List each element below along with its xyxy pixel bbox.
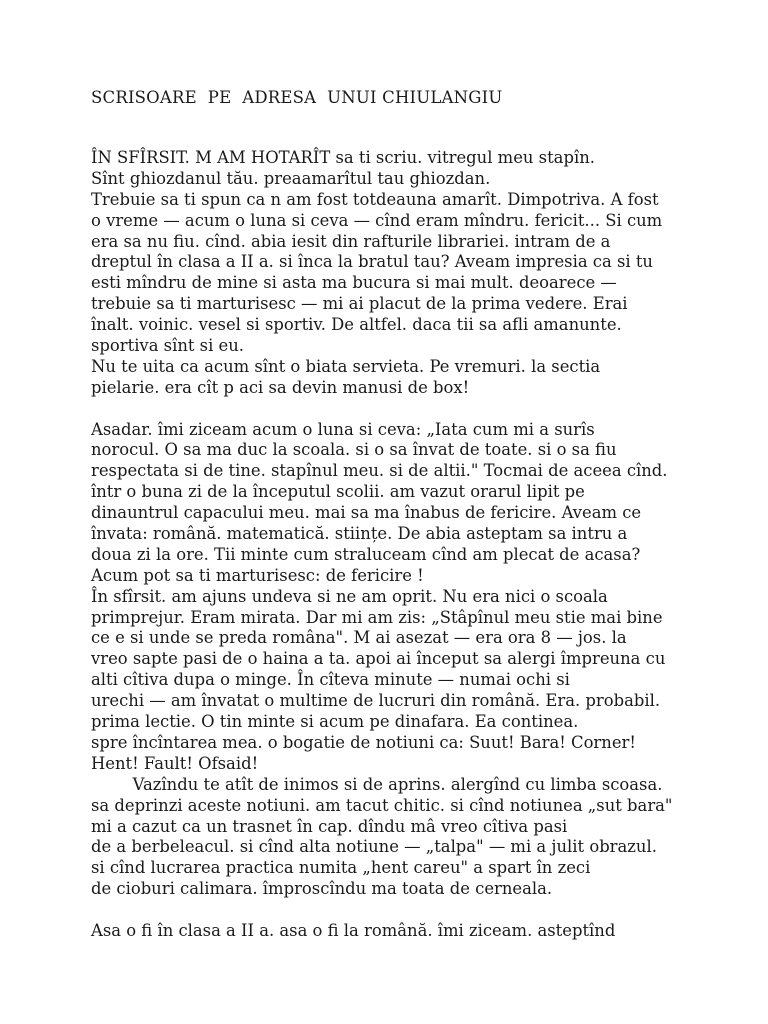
text-line: respectata si de tine. stapînul meu. si de altii." Tocmai de aceea cînd. [91, 461, 668, 481]
document-body [91, 148, 731, 942]
text-line: Asadar. îmi ziceam acum o luna si ceva: „Iata cum mi a surîs [91, 419, 595, 439]
text-line: primprejur. Eram mirata. Dar mi am zis: „Stâpînul meu stie mai bine [91, 607, 663, 627]
text-line: Hent! Fault! Ofsaid! [91, 753, 259, 773]
document-title: SCRISOARE PE ADRESA UNUI CHIULANGIU [91, 88, 503, 107]
text-line: Sînt ghiozdanul tău. preaamarîtul tau ghiozdan. [91, 168, 491, 188]
text-line: sportiva sînt si eu. [91, 336, 245, 356]
text-line: dinauntrul capacului meu. mai sa ma înabus de fericire. Aveam ce [91, 503, 642, 523]
text-line: era sa nu fiu. cînd. abia iesit din rafturile librariei. intram de a [91, 231, 611, 251]
text-line: ce e si unde se preda româna". M ai asezat — era ora 8 — jos. la [91, 628, 627, 648]
text-line: În sfîrsit. am ajuns undeva si ne am oprit. Nu era nici o scoala [91, 586, 608, 606]
text-line: ÎN SFÎRSIT. M AM HOTARÎT sa ti scriu. vitregul meu stapîn. [91, 148, 595, 167]
text-line: sa deprinzi aceste notiuni. am tacut chitic. si cînd notiunea „sut bara" [91, 795, 673, 815]
text-line: trebuie sa ti marturisesc — mi ai placut de la prima vedere. Erai [91, 294, 628, 314]
text-line: o vreme — acum o luna si ceva — cînd eram mîndru. fericit... Si cum [91, 210, 663, 230]
text-line: doua zi la ore. Tii minte cum straluceam cînd am plecat de acasa? [91, 544, 641, 564]
text-line: înalt. voinic. vesel si sportiv. De altfel. daca tii sa afli amanunte. [91, 315, 622, 335]
text-line: Acum pot sa ti marturisesc: de fericire ! [91, 565, 424, 585]
text-line: norocul. O sa ma duc la scoala. si o sa învat de toate. si o sa fiu [91, 440, 617, 460]
text-line: Asa o fi în clasa a II a. asa o fi la română. îmi ziceam. asteptînd [91, 920, 616, 940]
text-line: pielarie. era cît p aci sa devin manusi de box! [91, 377, 470, 397]
text-line: într o buna zi de la începutul scolii. am vazut orarul lipit pe [91, 482, 585, 502]
text-line: dreptul în clasa a II a. si înca la bratul tau? Aveam impresia ca si tu [91, 252, 653, 272]
text-line: Nu te uita ca acum sînt o biata servieta. Pe vremuri. la sectia [91, 356, 601, 376]
paragraph-gap [91, 900, 731, 921]
text-line: si cînd lucrarea practica numita „hent careu" a spart în zeci [91, 858, 591, 878]
text-line: Vazîndu te atît de inimos si de aprins. alergînd cu limba scoasa. [91, 774, 663, 794]
text-line: alti cîtiva dupa o minge. În cîteva minute — numai ochi si [91, 670, 570, 690]
text-line: esti mîndru de mine si asta ma bucura si mai mult. deoarece — [91, 273, 617, 293]
text-line: Trebuie sa ti spun ca n am fost totdeauna amarît. Dimpotriva. A fost [91, 189, 659, 209]
text-line: prima lectie. O tin minte si acum pe dinafara. Ea continea. [91, 712, 579, 732]
text-line: învata: română. matematică. stiințe. De abia asteptam sa intru a [91, 524, 628, 544]
text-line: urechi — am învatat o multime de lucruri din română. Era. probabil. [91, 691, 661, 711]
text-line: de a berbeleacul. si cînd alta notiune — „talpa" — mi a julit obrazul. [91, 837, 657, 857]
paragraph-gap [91, 399, 731, 420]
text-line: mi a cazut ca un trasnet în cap. dîndu mâ vreo cîtiva pasi [91, 816, 568, 836]
text-line: de cioburi calimara. împroscîndu ma toata de cerneala. [91, 879, 553, 899]
text-line: spre încîntarea mea. o bogatie de notiuni ca: Suut! Bara! Corner! [91, 732, 636, 752]
text-line: vreo sapte pasi de o haina a ta. apoi ai început sa alergi împreuna cu [91, 649, 666, 669]
